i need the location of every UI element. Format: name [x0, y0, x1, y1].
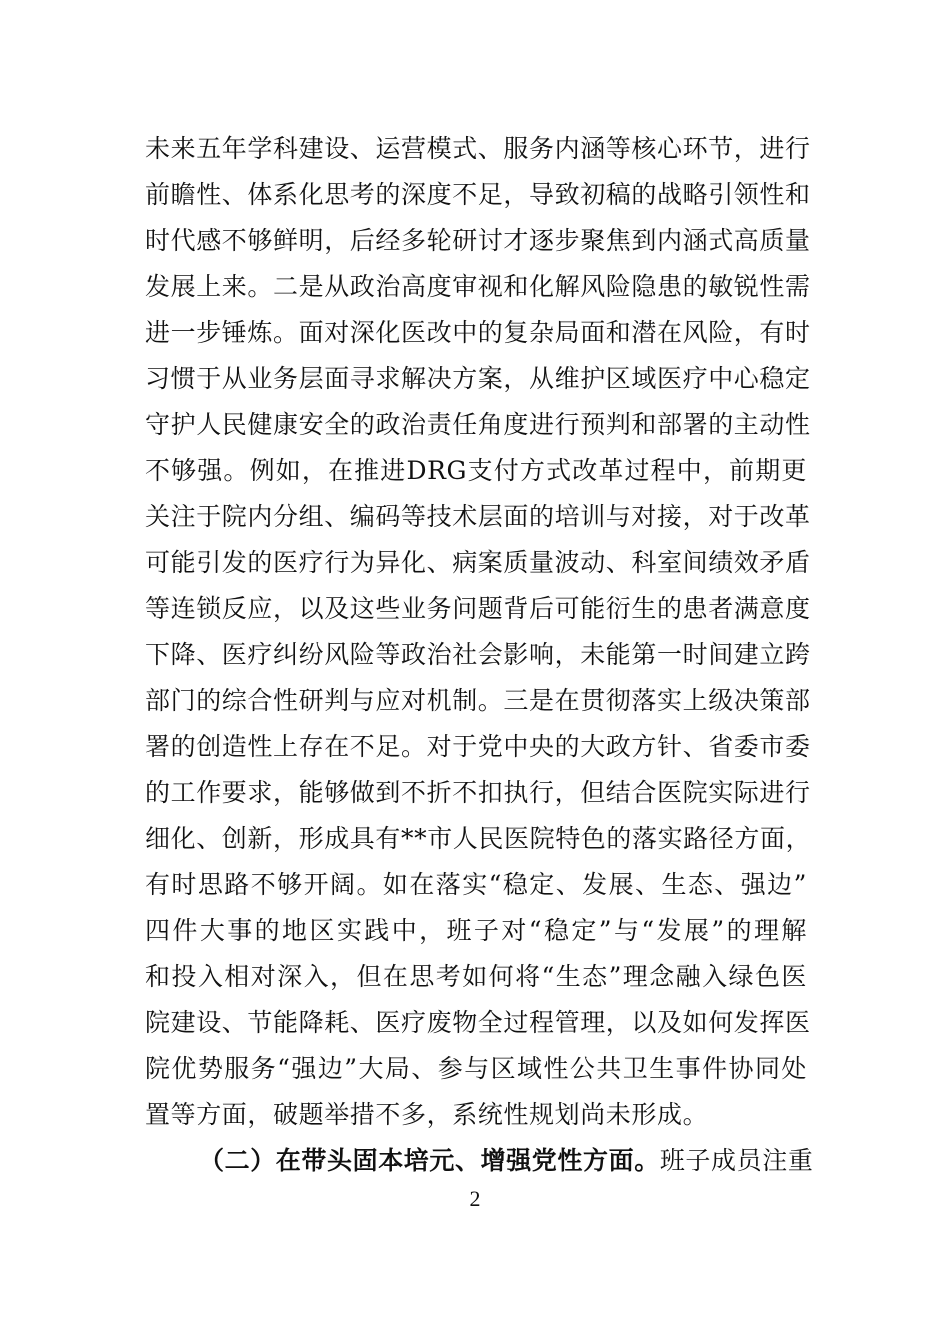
text-line: 等连锁反应，以及这些业务问题背后可能衍生的患者满意度	[145, 594, 811, 623]
text-line: 和投入相对深入，但在思考如何将“生态”理念融入绿色医	[145, 962, 807, 991]
text-line: 细化、创新，形成具有**市人民医院特色的落实路径方面，	[145, 824, 812, 853]
text-line: 置等方面，破题举措不多，系统性规划尚未形成。	[145, 1100, 709, 1129]
text-line: 不够强。例如，在推进DRG支付方式改革过程中，前期更	[145, 456, 807, 485]
text-line: 发展上来。二是从政治高度审视和化解风险隐患的敏锐性需	[145, 272, 811, 301]
text-line: 进一步锤炼。面对深化医改中的复杂局面和潜在风险，有时	[145, 318, 811, 347]
section-heading-continuation: 班子成员注重	[659, 1146, 814, 1175]
text-line: 四件大事的地区实践中，班子对“稳定”与“发展”的理解	[145, 916, 807, 945]
text-line: 院优势服务“强边”大局、参与区域性公共卫生事件协同处	[145, 1054, 807, 1083]
section-heading-line	[145, 1138, 814, 1184]
text-line: 的工作要求，能够做到不折不扣执行，但结合医院实际进行	[145, 778, 811, 807]
body-text	[145, 126, 814, 1184]
text-line: 关注于院内分组、编码等技术层面的培训与对接，对于改革	[145, 502, 811, 531]
text-line: 下降、医疗纠纷风险等政治社会影响，未能第一时间建立跨	[145, 640, 811, 669]
text-line: 部门的综合性研判与应对机制。三是在贯彻落实上级决策部	[145, 686, 811, 715]
text-line: 守护人民健康安全的政治责任角度进行预判和部署的主动性	[145, 410, 811, 439]
text-line: 可能引发的医疗行为异化、病案质量波动、科室间绩效矛盾	[145, 548, 811, 577]
section-heading: （二）在带头固本培元、增强党性方面。	[199, 1146, 660, 1175]
text-line: 前瞻性、体系化思考的深度不足，导致初稿的战略引领性和	[145, 180, 811, 209]
text-line: 有时思路不够开阔。如在落实“稳定、发展、生态、强边”	[145, 870, 807, 899]
text-line: 习惯于从业务层面寻求解决方案，从维护区域医疗中心稳定	[145, 364, 811, 393]
page-number: 2	[469, 1186, 481, 1211]
text-line: 时代感不够鲜明，后经多轮研讨才逐步聚焦到内涵式高质量	[145, 226, 811, 255]
text-line: 院建设、节能降耗、医疗废物全过程管理，以及如何发挥医	[145, 1008, 811, 1037]
text-line: 署的创造性上存在不足。对于党中央的大政方针、省委市委	[145, 732, 811, 761]
text-line: 未来五年学科建设、运营模式、服务内涵等核心环节，进行	[145, 134, 811, 163]
